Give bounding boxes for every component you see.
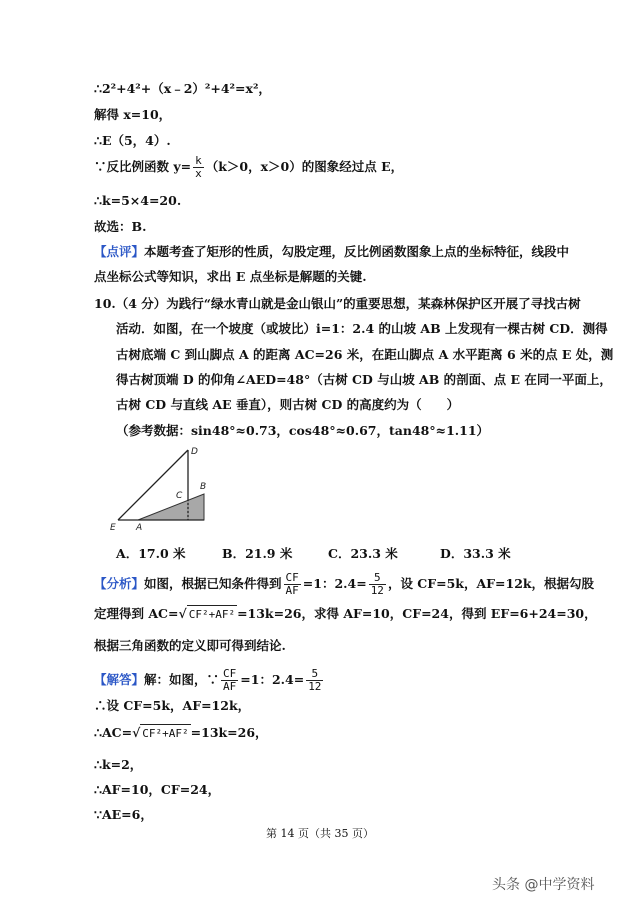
question-line: 活动．如图，在一个坡度（或坡比）i=1：2.4 的山坡 AB 上发现有一棵古树 CD．测得 xyxy=(116,321,608,336)
analysis-line: 定理得到 AC=√ CF²+AF² =13k=26，求得 AF=10，CF=24，得到 EF=6+24=30， xyxy=(94,605,597,624)
solution-line: 故选：B. xyxy=(94,219,147,234)
label-E: E xyxy=(110,523,116,533)
fraction-k-over-x: $\frac{k}{x}$ xyxy=(195,154,202,180)
solution-line: ∴2²+4²+（x﹣2）²+4²=x²， xyxy=(94,81,271,96)
sqrt-sign: √ xyxy=(178,606,187,621)
choice-c: C．23.3 米 xyxy=(328,546,398,561)
analysis-tag: 【分析】 xyxy=(94,576,145,591)
choice-b: B．21.9 米 xyxy=(222,546,293,561)
solution-step: ∴AF=10，CF=24， xyxy=(94,782,221,797)
label-B: B xyxy=(200,482,207,492)
comment-tag: 【点评】 xyxy=(94,244,145,259)
solution-line: ∵反比例函数 y= $\frac{k}{x}$ （k＞0，x＞0）的图象经过点 E， xyxy=(94,154,404,180)
fraction-5-12: $\frac{5}{12}$ xyxy=(370,571,384,597)
solution-line: ∴k=5×4=20. xyxy=(94,193,182,208)
question-line: 10.（4 分）为践行“绿水青山就是金山银山”的重要思想，某森林保护区开展了寻找古树 xyxy=(94,296,581,311)
solution-step: 【解答】解：如图，∵ $\frac{CF}{AF}$ =1：2.4= $\frac{5}{12}$ xyxy=(94,667,322,693)
slope-diagram xyxy=(108,440,218,535)
analysis-line: 【分析】如图，根据已知条件得到 $\frac{CF}{AF}$ =1：2.4= $\frac{5}{12}$ ，设 CF=5k，AF=12k，根据勾股 xyxy=(94,571,595,597)
question-line: 古树底端 C 到山脚点 A 的距离 AC=26 米，在距山脚点 A 水平距离 6 米的点 E 处，测 xyxy=(116,347,614,362)
label-D: D xyxy=(191,447,198,457)
solution-step: ∵AE=6， xyxy=(94,807,153,822)
comment-line: 【点评】本题考查了矩形的性质，勾股定理，反比例函数图象上点的坐标特征，线段中 xyxy=(94,244,570,259)
page-footer: 第 14 页（共 35 页） xyxy=(266,827,374,840)
solution-step: ∴AC=√ CF²+AF² =13k=26， xyxy=(94,724,268,743)
solution-step: ∴设 CF=5k，AF=12k， xyxy=(94,698,251,713)
slope-shaded-region xyxy=(138,494,204,520)
watermark: 头条 @中学资料 xyxy=(492,877,595,893)
sqrt-expression: CF²+AF² xyxy=(187,605,237,624)
question-line: 得古树顶端 D 的仰角∠AED=48°（古树 CD 与山坡 AB 的剖面、点 E 在同一平面上， xyxy=(116,372,612,387)
reference-data: （参考数据：sin48°≈0.73，cos48°≈0.67，tan48°≈1.11） xyxy=(116,423,490,438)
label-A: A xyxy=(136,523,143,533)
solution-line: ∴E（5，4）. xyxy=(94,133,171,148)
choice-d: D．33.3 米 xyxy=(440,546,511,561)
solution-step: ∴k=2， xyxy=(94,757,143,772)
solution-tag: 【解答】 xyxy=(94,672,145,687)
fraction-5-12-2: $\frac{5}{12}$ xyxy=(308,667,322,693)
sqrt-expression: CF²+AF² xyxy=(140,724,190,743)
label-C: C xyxy=(176,491,183,501)
comment-line: 点坐标公式等知识，求出 E 点坐标是解题的关键. xyxy=(94,269,367,284)
question-line: 古树 CD 与直线 AE 垂直），则古树 CD 的高度约为（ ） xyxy=(116,397,460,412)
sqrt-sign: √ xyxy=(132,725,141,740)
fraction-cf-af-2: $\frac{CF}{AF}$ xyxy=(223,667,237,693)
solution-line: 解得 x=10， xyxy=(94,107,172,122)
fraction-cf-af: $\frac{CF}{AF}$ xyxy=(285,571,299,597)
analysis-line: 根据三角函数的定义即可得到结论. xyxy=(94,638,286,653)
choice-a: A．17.0 米 xyxy=(116,546,186,561)
